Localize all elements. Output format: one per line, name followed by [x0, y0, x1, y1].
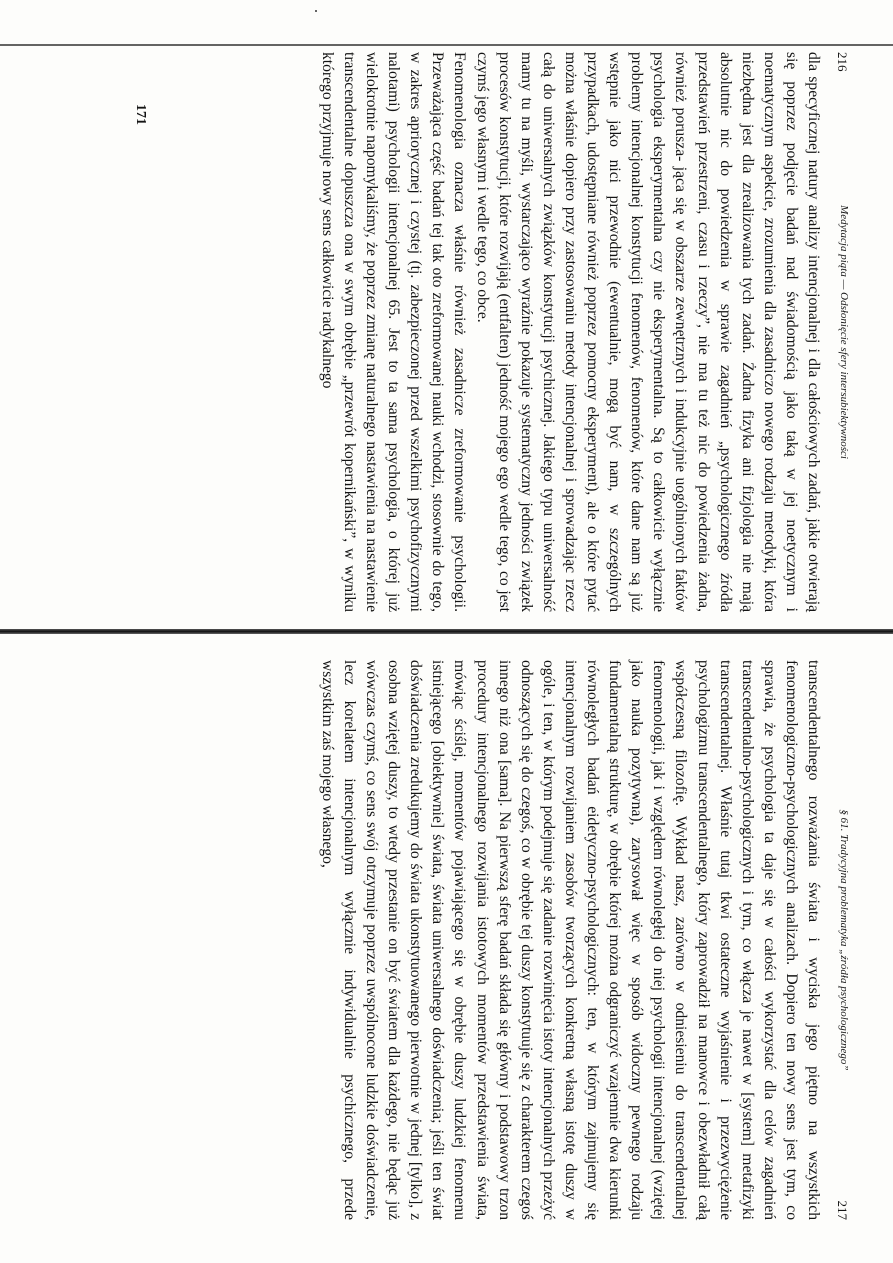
rotated-text-block: [316, 52, 850, 612]
text-body: [316, 52, 824, 612]
scan-speck: [315, 10, 317, 12]
running-head: Medytacja piąta — Odsłonięcie sfery intersubiektywności: [838, 205, 850, 459]
running-head: § 61. Tradycyjna problematyka „źródła psychologicznego”: [838, 809, 850, 1071]
page-number: 217: [835, 1200, 850, 1220]
paragraph: Fenomenologia oznacza właśnie również zasadnicze zreformowanie psychologii. Przeważająca część badań tej tak oto zreformowanej nauki wchodzi, stosownie do tego, w zakres apriorycznej i czystej (tj. zabezpieczonej przed wszelkimi psychofizycznymi nalotami) psychologii intencjonalnej 65. Jest to ta sama psychologia, o której już wielokrotnie napomykaliśmy, że poprzez zmianę naturalnego nastawienia na nastawienie transcendentalne dopuszcza ona w swym obrębie „przewrót kopernikański”, w wyniku którego przyjmuje nowy sens całkowicie radykalnego: [318, 52, 469, 612]
page-header: [832, 660, 850, 1220]
page-header: [832, 52, 850, 612]
rotated-text-block: [316, 660, 850, 1220]
paragraph: dla specyficznej natury analizy intencjonalnej i dla całościowych zadań, jakie otwierają się poprzez podjęcie badań nad świadomością jako taką w jej noetycznym i noematycznym aspekcie, zrozumienia dla zasadniczo nowego rodzaju metodyki, która niezbędna jest dla zrealizowania tych zadań. Żadna fizyka ani fizjologia nie mają absolutnie nic do powiedzenia w sprawie zagadnień „psychologicznego źródła przedstawień przestrzeni, czasu i rzeczy”, nie ma tu też nic do powiedzenia żadna, również porusza- jąca się w obszarze zewnętrznych i indukcyjnie uogólnionych faktów psychologia eksperymentalna czy nie eksperymentalna. Są to całkowicie wyłącznie problemy intencjonalnej konstytucji fenomenów, fenomenów, które dane nam są już wstępnie jako nici przewodnie (ewentualnie, mogą być nam, w szczególnych przypadkach, udostępniane również poprzez pomocny eksperyment), ale o które pytać można właśnie dopiero przy zastosowaniu metody intencjonalnej i sprowadzając rzecz całą do uniwersalnych związków konstytucji psychicznej. Jakiego typu uniwersalność mamy tu na myśli, wystarczająco wyraźnie pokazuje systematyczny jedności związek procesów konstytucji, które rozwijają (entfalten) jedność mojego ego wedle tego, co jest czymś jego własnym i wedle tego, co obce.: [473, 52, 822, 612]
scan-edge-line: [0, 44, 893, 46]
page-number: 216: [835, 52, 850, 72]
margin-number: 171: [133, 104, 148, 125]
page-217: [0, 632, 893, 1263]
paragraph: transcendentalnego rozważania świata i wyciska jego piętno na wszystkich fenomenologiczno-psychologicznych analizach. Dopiero ten nowy sens jest tym, co sprawia, że psychologia ta daje się w całości wykorzystać dla celów zagadnień transcendentalno-psychologicznych i tym, co włącza je nawet w [system] metafizyki transcendentalnej. Właśnie tutaj tkwi ostateczne wyjaśnienie i przezwyciężenie psychologizmu transcendentalnego, który zaprowadził na manowce i obezwładnił całą współczesną filozofię. Wykład nasz, zarówno w odniesieniu do transcendentalnej fenomenologii, jak i względem równoległej do niej psychologii intencjonalnej (wziętej jako nauka pozytywna), zarysował więc w sposób widoczny pewnego rodzaju fundamentalną strukturę, w obrębie której można odgraniczyć wzajemnie dwa kierunki równoległych badań eidetyczno-psychologicznych: ten, w którym zajmujemy się intencjonalnym rozwijaniem zasobów tworzących konkretną własną istotę duszy w ogóle, i ten, w którym podejmuje się zadanie rozwinięcia istoty intencjonalnych przeżyć odnoszących się do czegoś, co w obrębie tej duszy konstytuuje się z charakterem czegoś innego niż ona [sama]. Na pierwszą sferę badań składa się główny i podstawowy trzon procedury intencjonalnego rozwijania istotowych momentów przedstawienia świata, mówiąc ściślej, momentów pojawiającego się w obrębie duszy ludzkiej fenomenu istniejącego [obiektywnie] świata, świata uniwersalnego doświadczenia; jeśli ten świat doświadczenia zredukujemy do świata ukonstytuowanego pierwotnie w jednej [tylko], z osobna wziętej duszy, to wtedy przestanie on być światem dla każdego, nie będąc już wówczas czymś, co sens swój otrzymuje poprzez uwspólnocone ludzkie doświadczenie, lecz korelatem intencjonalnym wyłącznie indywidualnie psychicznego, przede wszystkim zaś mojego własnego,: [318, 660, 822, 1220]
page-216: [0, 0, 893, 631]
text-body: [316, 660, 824, 1220]
